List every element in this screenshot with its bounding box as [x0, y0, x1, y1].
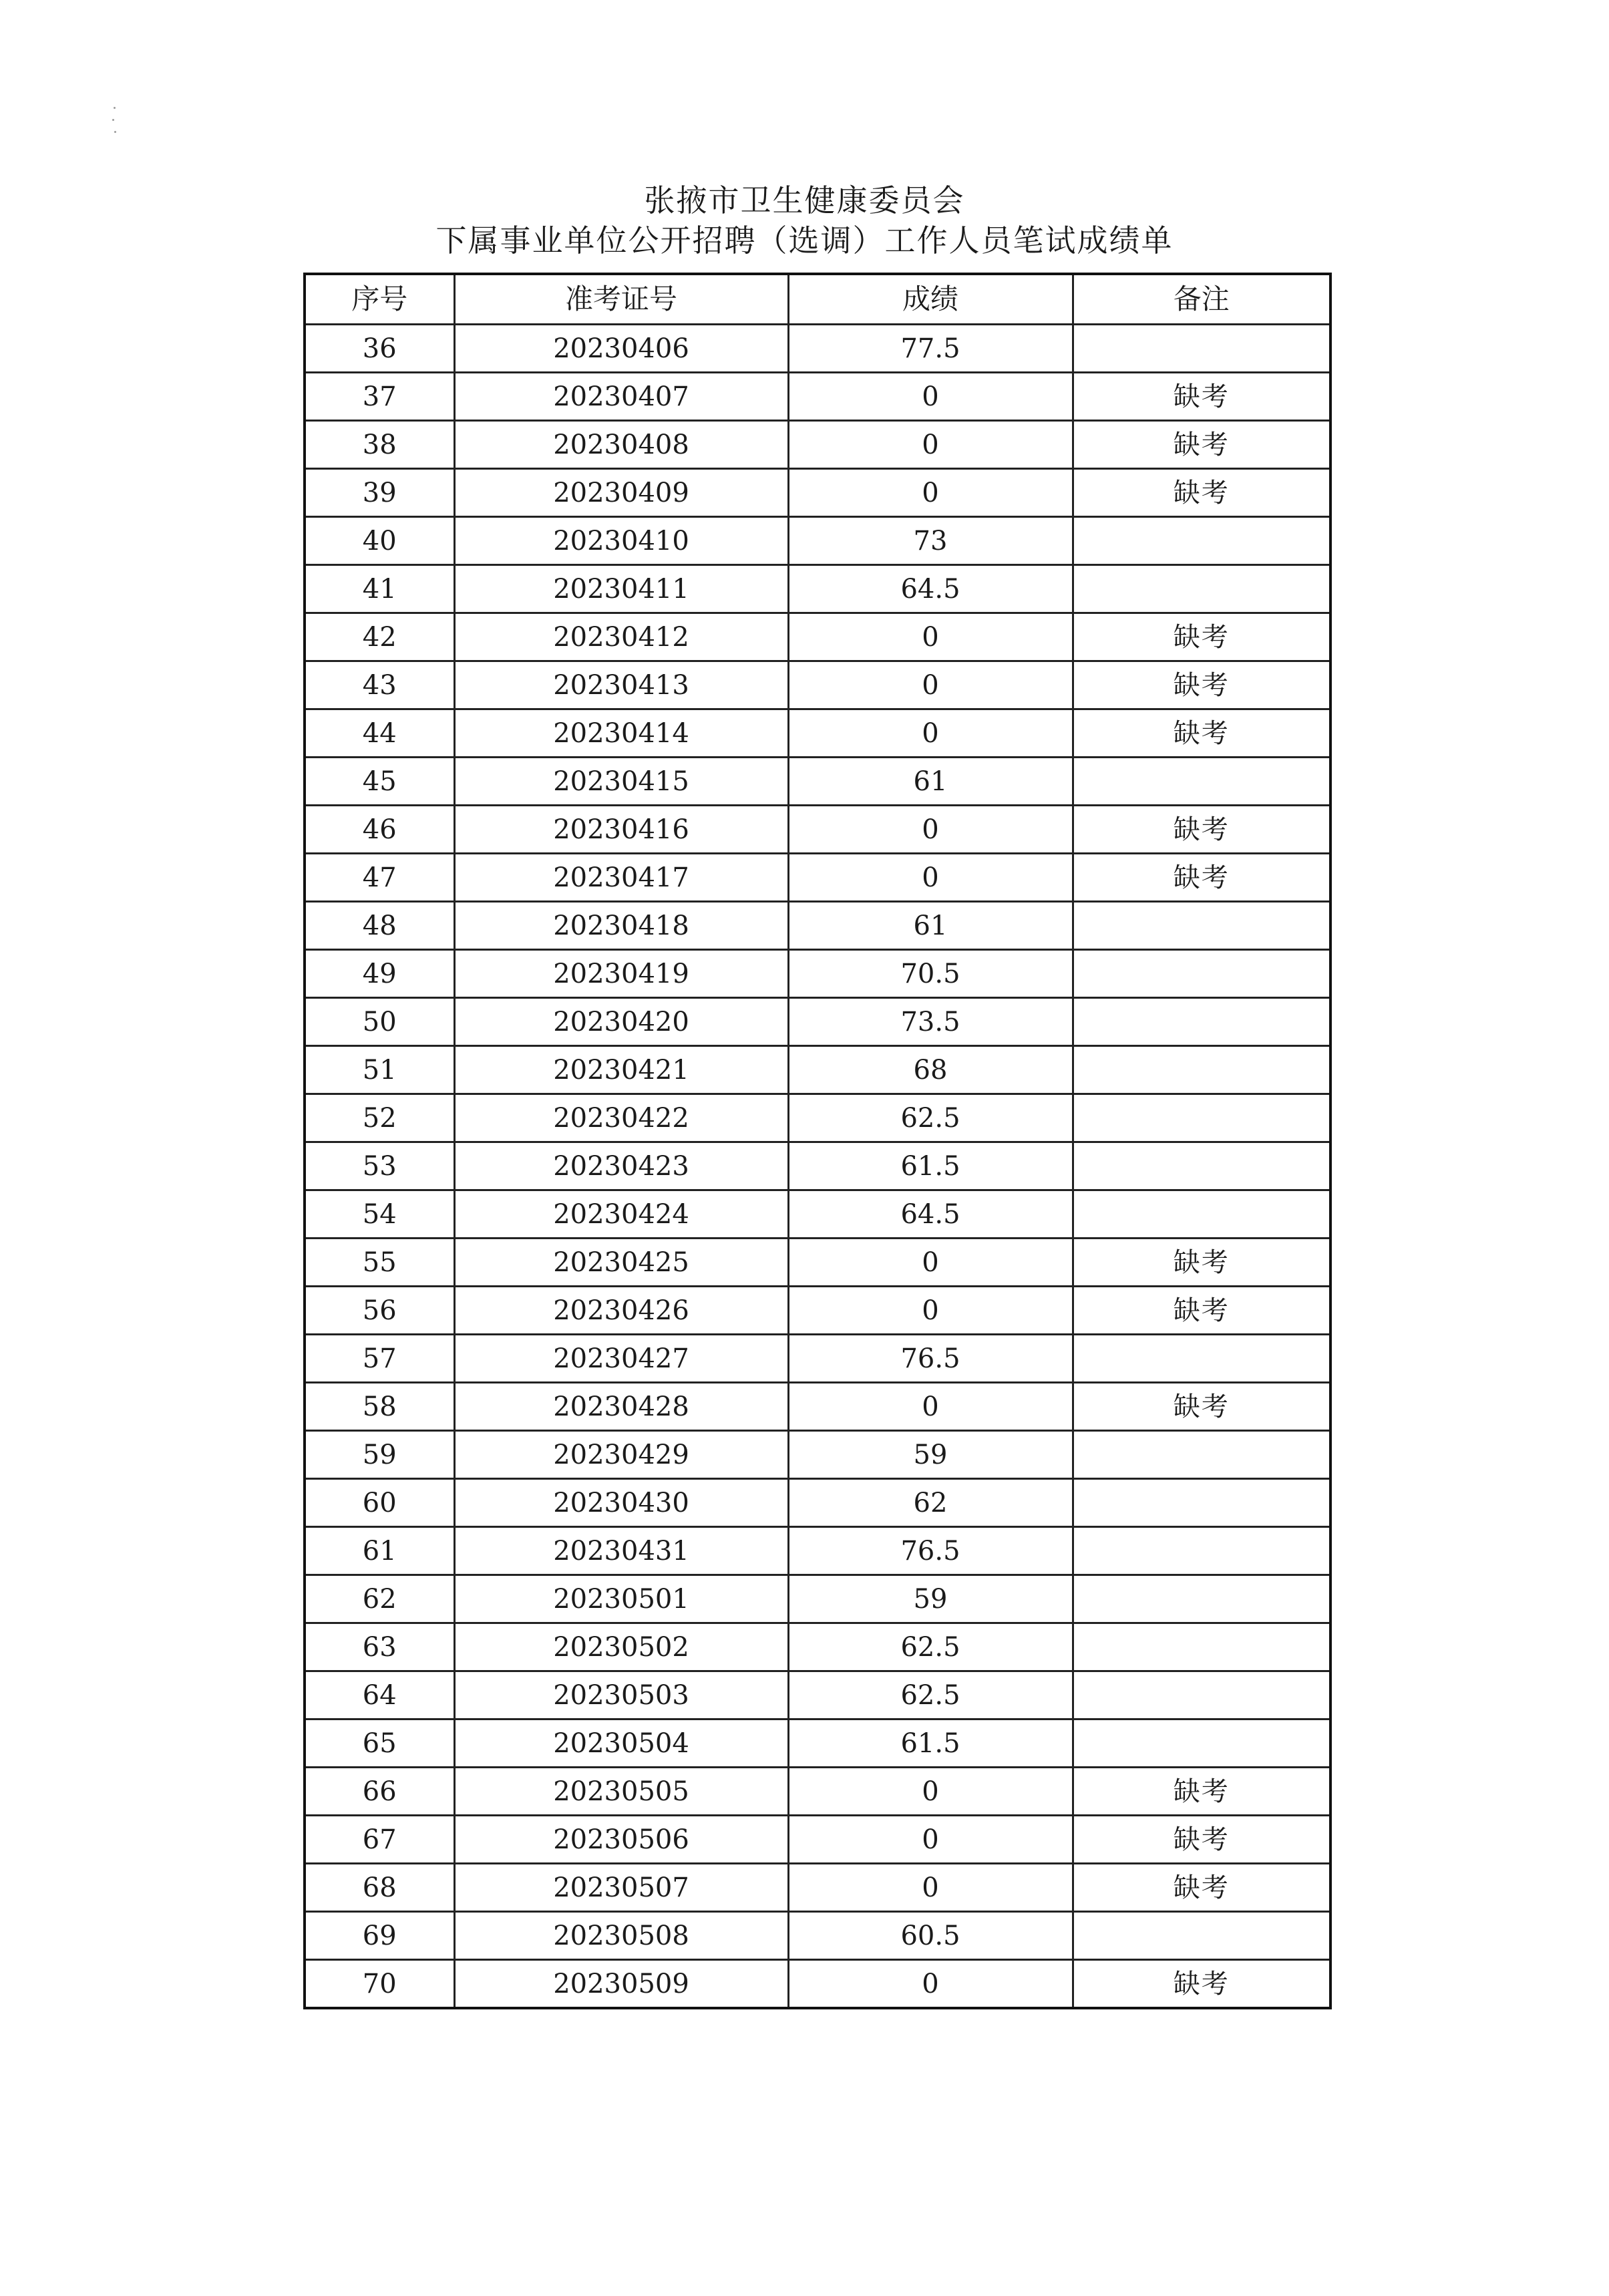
note-cell	[1073, 1527, 1330, 1575]
note-cell	[1073, 1719, 1330, 1768]
note-cell: 缺考	[1073, 1383, 1330, 1431]
seq-cell: 53	[305, 1142, 454, 1190]
score-cell: 0	[788, 1960, 1073, 2009]
table-header-row	[305, 274, 1330, 325]
exam-id-cell: 20230418	[454, 902, 788, 950]
note-cell	[1073, 1575, 1330, 1623]
seq-cell: 51	[305, 1046, 454, 1094]
score-cell: 0	[788, 469, 1073, 517]
exam-id-cell: 20230509	[454, 1960, 788, 2009]
note-cell: 缺考	[1073, 1864, 1330, 1912]
scan-speck	[114, 131, 116, 133]
note-cell: 缺考	[1073, 1239, 1330, 1287]
table-row	[305, 998, 1330, 1046]
table-row	[305, 1623, 1330, 1671]
note-cell	[1073, 1046, 1330, 1094]
table-row	[305, 1671, 1330, 1719]
exam-id-cell: 20230414	[454, 709, 788, 758]
score-cell: 0	[788, 1864, 1073, 1912]
score-cell: 60.5	[788, 1912, 1073, 1960]
header-seq: 序号	[305, 274, 454, 325]
exam-id-cell: 20230420	[454, 998, 788, 1046]
exam-id-cell: 20230410	[454, 517, 788, 565]
exam-id-cell: 20230413	[454, 661, 788, 709]
exam-id-cell: 20230416	[454, 806, 788, 854]
seq-cell: 55	[305, 1239, 454, 1287]
seq-cell: 65	[305, 1719, 454, 1768]
seq-cell: 52	[305, 1094, 454, 1142]
score-cell: 0	[788, 1239, 1073, 1287]
note-cell	[1073, 325, 1330, 373]
score-cell: 61	[788, 758, 1073, 806]
note-cell	[1073, 950, 1330, 998]
score-cell: 64.5	[788, 565, 1073, 613]
note-cell: 缺考	[1073, 421, 1330, 469]
table-row	[305, 1431, 1330, 1479]
table-row	[305, 613, 1330, 661]
note-cell: 缺考	[1073, 661, 1330, 709]
table-row	[305, 1575, 1330, 1623]
note-cell: 缺考	[1073, 806, 1330, 854]
score-cell: 0	[788, 613, 1073, 661]
table-row	[305, 1383, 1330, 1431]
note-cell	[1073, 1479, 1330, 1527]
table-row	[305, 1142, 1330, 1190]
score-cell: 59	[788, 1575, 1073, 1623]
exam-id-cell: 20230409	[454, 469, 788, 517]
header-exam-id: 准考证号	[454, 274, 788, 325]
seq-cell: 44	[305, 709, 454, 758]
exam-id-cell: 20230502	[454, 1623, 788, 1671]
seq-cell: 66	[305, 1768, 454, 1816]
seq-cell: 61	[305, 1527, 454, 1575]
table-row	[305, 1527, 1330, 1575]
seq-cell: 49	[305, 950, 454, 998]
note-cell: 缺考	[1073, 709, 1330, 758]
note-cell: 缺考	[1073, 469, 1330, 517]
table-row	[305, 1190, 1330, 1239]
seq-cell: 58	[305, 1383, 454, 1431]
note-cell: 缺考	[1073, 854, 1330, 902]
exam-id-cell: 20230406	[454, 325, 788, 373]
exam-id-cell: 20230421	[454, 1046, 788, 1094]
seq-cell: 41	[305, 565, 454, 613]
table-row	[305, 325, 1330, 373]
header-note: 备注	[1073, 274, 1330, 325]
note-cell	[1073, 998, 1330, 1046]
scan-speck	[112, 119, 114, 121]
note-cell	[1073, 517, 1330, 565]
seq-cell: 36	[305, 325, 454, 373]
seq-cell: 47	[305, 854, 454, 902]
score-cell: 0	[788, 1383, 1073, 1431]
table-row	[305, 1239, 1330, 1287]
exam-id-cell: 20230503	[454, 1671, 788, 1719]
note-cell	[1073, 758, 1330, 806]
score-cell: 0	[788, 373, 1073, 421]
score-cell: 77.5	[788, 325, 1073, 373]
table-row	[305, 373, 1330, 421]
seq-cell: 67	[305, 1816, 454, 1864]
note-cell	[1073, 1190, 1330, 1239]
table-row	[305, 950, 1330, 998]
table-row	[305, 421, 1330, 469]
table-row	[305, 517, 1330, 565]
table-row	[305, 758, 1330, 806]
score-cell: 76.5	[788, 1335, 1073, 1383]
seq-cell: 63	[305, 1623, 454, 1671]
table-row	[305, 661, 1330, 709]
exam-id-cell: 20230501	[454, 1575, 788, 1623]
score-table	[303, 273, 1332, 2009]
note-cell: 缺考	[1073, 1816, 1330, 1864]
score-cell: 64.5	[788, 1190, 1073, 1239]
table-row	[305, 1912, 1330, 1960]
exam-id-cell: 20230504	[454, 1719, 788, 1768]
score-cell: 0	[788, 1768, 1073, 1816]
note-cell	[1073, 565, 1330, 613]
exam-id-cell: 20230407	[454, 373, 788, 421]
seq-cell: 57	[305, 1335, 454, 1383]
score-cell: 61.5	[788, 1142, 1073, 1190]
table-row	[305, 1335, 1330, 1383]
seq-cell: 60	[305, 1479, 454, 1527]
note-cell	[1073, 902, 1330, 950]
exam-id-cell: 20230430	[454, 1479, 788, 1527]
exam-id-cell: 20230507	[454, 1864, 788, 1912]
table-row	[305, 854, 1330, 902]
table-row	[305, 1046, 1330, 1094]
table-row	[305, 469, 1330, 517]
exam-id-cell: 20230431	[454, 1527, 788, 1575]
note-cell: 缺考	[1073, 613, 1330, 661]
score-cell: 73	[788, 517, 1073, 565]
score-cell: 62.5	[788, 1671, 1073, 1719]
score-cell: 0	[788, 709, 1073, 758]
document-title: 张掖市卫生健康委员会	[644, 182, 965, 218]
table-row	[305, 1768, 1330, 1816]
note-cell	[1073, 1431, 1330, 1479]
score-cell: 0	[788, 806, 1073, 854]
table-row	[305, 709, 1330, 758]
score-cell: 0	[788, 854, 1073, 902]
seq-cell: 46	[305, 806, 454, 854]
table-row	[305, 806, 1330, 854]
seq-cell: 70	[305, 1960, 454, 2009]
exam-id-cell: 20230408	[454, 421, 788, 469]
score-cell: 0	[788, 1287, 1073, 1335]
seq-cell: 45	[305, 758, 454, 806]
note-cell: 缺考	[1073, 1960, 1330, 2009]
note-cell	[1073, 1094, 1330, 1142]
exam-id-cell: 20230505	[454, 1768, 788, 1816]
exam-id-cell: 20230415	[454, 758, 788, 806]
seq-cell: 42	[305, 613, 454, 661]
table-row	[305, 1960, 1330, 2009]
exam-id-cell: 20230425	[454, 1239, 788, 1287]
seq-cell: 38	[305, 421, 454, 469]
note-cell: 缺考	[1073, 1287, 1330, 1335]
exam-id-cell: 20230412	[454, 613, 788, 661]
table-row	[305, 1094, 1330, 1142]
table-row	[305, 1864, 1330, 1912]
note-cell: 缺考	[1073, 1768, 1330, 1816]
seq-cell: 69	[305, 1912, 454, 1960]
score-cell: 0	[788, 421, 1073, 469]
note-cell	[1073, 1142, 1330, 1190]
exam-id-cell: 20230426	[454, 1287, 788, 1335]
table-row	[305, 902, 1330, 950]
seq-cell: 39	[305, 469, 454, 517]
score-cell: 0	[788, 661, 1073, 709]
score-cell: 0	[788, 1816, 1073, 1864]
score-cell: 62.5	[788, 1623, 1073, 1671]
score-cell: 70.5	[788, 950, 1073, 998]
note-cell	[1073, 1671, 1330, 1719]
exam-id-cell: 20230419	[454, 950, 788, 998]
seq-cell: 50	[305, 998, 454, 1046]
score-cell: 61	[788, 902, 1073, 950]
seq-cell: 68	[305, 1864, 454, 1912]
seq-cell: 43	[305, 661, 454, 709]
table-row	[305, 1287, 1330, 1335]
score-cell: 62	[788, 1479, 1073, 1527]
exam-id-cell: 20230422	[454, 1094, 788, 1142]
seq-cell: 48	[305, 902, 454, 950]
note-cell	[1073, 1335, 1330, 1383]
seq-cell: 62	[305, 1575, 454, 1623]
score-cell: 73.5	[788, 998, 1073, 1046]
header-score: 成绩	[788, 274, 1073, 325]
seq-cell: 37	[305, 373, 454, 421]
note-cell	[1073, 1912, 1330, 1960]
exam-id-cell: 20230506	[454, 1816, 788, 1864]
exam-id-cell: 20230428	[454, 1383, 788, 1431]
seq-cell: 54	[305, 1190, 454, 1239]
document-subtitle: 下属事业单位公开招聘（选调）工作人员笔试成绩单	[435, 222, 1174, 259]
score-cell: 76.5	[788, 1527, 1073, 1575]
table-row	[305, 1479, 1330, 1527]
seq-cell: 59	[305, 1431, 454, 1479]
exam-id-cell: 20230423	[454, 1142, 788, 1190]
table-row	[305, 1719, 1330, 1768]
exam-id-cell: 20230417	[454, 854, 788, 902]
seq-cell: 40	[305, 517, 454, 565]
exam-id-cell: 20230424	[454, 1190, 788, 1239]
note-cell: 缺考	[1073, 373, 1330, 421]
exam-id-cell: 20230429	[454, 1431, 788, 1479]
exam-id-cell: 20230427	[454, 1335, 788, 1383]
note-cell	[1073, 1623, 1330, 1671]
score-cell: 62.5	[788, 1094, 1073, 1142]
scan-speck	[114, 107, 116, 109]
table-row	[305, 565, 1330, 613]
exam-id-cell: 20230411	[454, 565, 788, 613]
table-row	[305, 1816, 1330, 1864]
exam-id-cell: 20230508	[454, 1912, 788, 1960]
score-cell: 59	[788, 1431, 1073, 1479]
score-cell: 61.5	[788, 1719, 1073, 1768]
seq-cell: 64	[305, 1671, 454, 1719]
seq-cell: 56	[305, 1287, 454, 1335]
score-cell: 68	[788, 1046, 1073, 1094]
table-body	[305, 325, 1330, 2009]
